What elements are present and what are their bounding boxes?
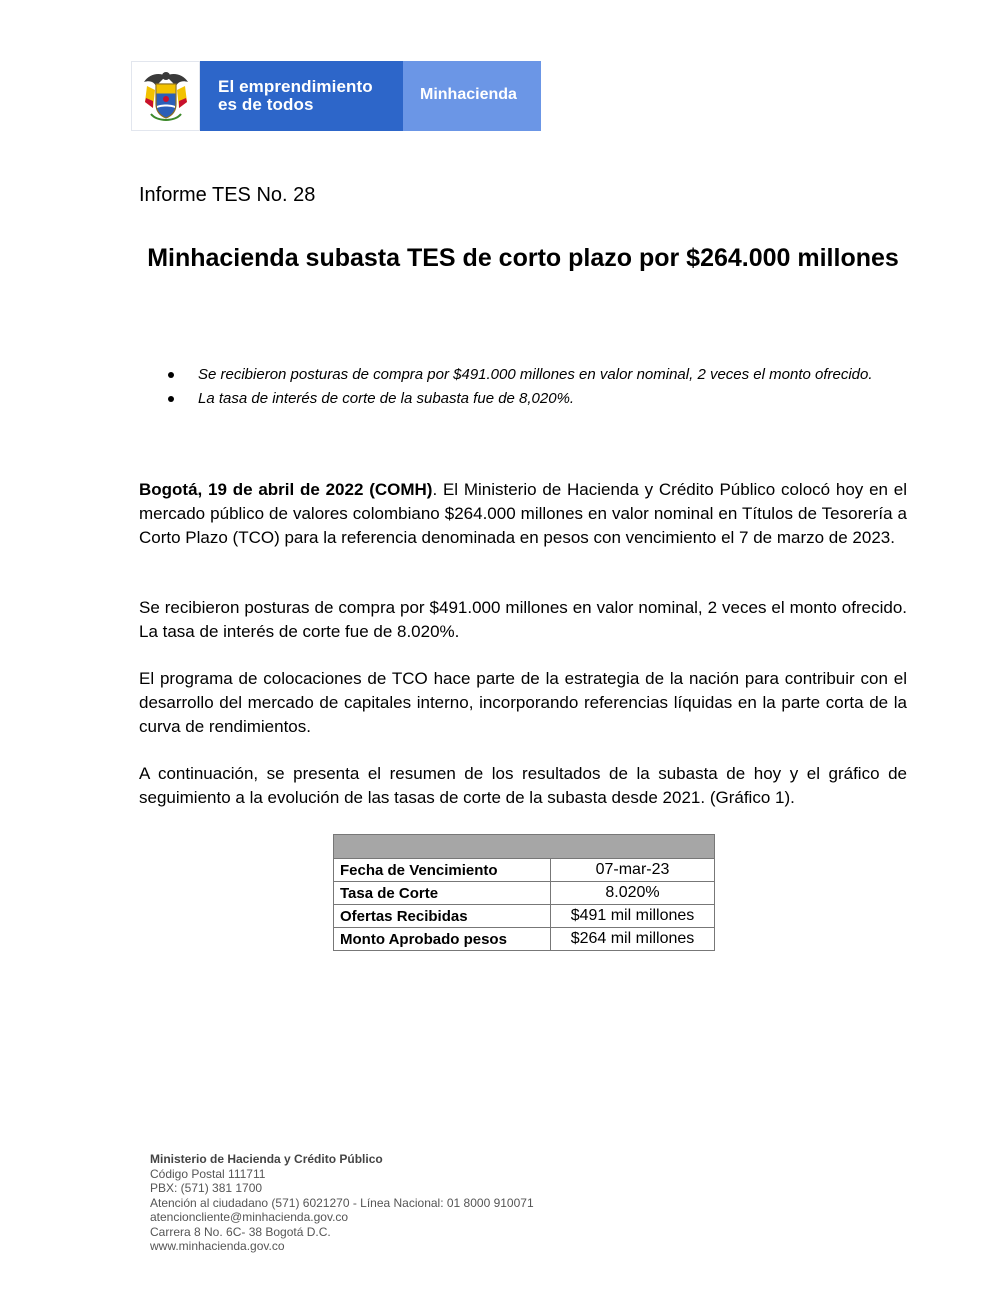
crest-container bbox=[131, 61, 200, 131]
bullet-text: Se recibieron posturas de compra por $491.000 millones en valor nominal, 2 veces el monto ofrecido. bbox=[198, 366, 873, 383]
footer-website: www.minhacienda.gov.co bbox=[150, 1239, 285, 1253]
paragraph-bids: Se recibieron posturas de compra por $491.000 millones en valor nominal, 2 veces el monto ofrecido. La tasa de interés de corte fue de 8.020%. bbox=[139, 598, 907, 641]
bullet-icon bbox=[168, 396, 174, 402]
table-row bbox=[334, 905, 715, 928]
report-number: Informe TES No. 28 bbox=[139, 184, 316, 206]
bullet-text: La tasa de interés de corte de la subasta fue de 8,020%. bbox=[198, 390, 575, 407]
footer-postal: Código Postal 111711 bbox=[150, 1166, 266, 1181]
slogan-line-1: El emprendimiento bbox=[218, 77, 373, 96]
list-item bbox=[164, 388, 908, 409]
list-item bbox=[164, 364, 908, 385]
table-value: $264 mil millones bbox=[551, 928, 715, 951]
summary-bullets bbox=[164, 364, 908, 412]
footer-pbx: PBX: (571) 381 1700 bbox=[150, 1181, 263, 1195]
paragraph-intro bbox=[139, 478, 907, 550]
table-row bbox=[334, 859, 715, 882]
footer-email: atencioncliente@minhacienda.gov.co bbox=[150, 1210, 349, 1224]
footer bbox=[150, 1152, 534, 1254]
footer-address: Carrera 8 No. 6C- 38 Bogotá D.C. bbox=[150, 1224, 331, 1239]
table-value: $491 mil millones bbox=[551, 905, 715, 928]
table-header bbox=[334, 835, 715, 859]
table-label: Fecha de Vencimiento bbox=[334, 859, 551, 882]
table-row bbox=[334, 928, 715, 951]
paragraph-summary-intro: A continuación, se presenta el resumen de los resultados de la subasta de hoy y el gráfico de seguimiento a la evolución de las tasas de corte de la subasta desde 2021. (Gráfico 1). bbox=[139, 764, 907, 807]
ministry-brand: Minhacienda bbox=[403, 61, 541, 131]
slogan bbox=[200, 61, 403, 131]
table-row bbox=[334, 882, 715, 905]
paragraph-intro-text: . El Ministerio de Hacienda y Crédito Público colocó hoy en el mercado público de valores colombiano $264.000 millones en valor nominal en Títulos de Tesorería a Corto Plazo (TCO) para la referencia denominada en pesos con vencimiento el 7 de marzo de 2023. bbox=[139, 480, 907, 547]
results-table bbox=[333, 834, 715, 951]
slogan-line-2: es de todos bbox=[218, 95, 314, 114]
header-banner bbox=[131, 61, 541, 131]
dateline: Bogotá, 19 de abril de 2022 (COMH) bbox=[139, 480, 433, 499]
colombia-coat-of-arms-icon bbox=[141, 68, 191, 124]
table-label: Ofertas Recibidas bbox=[334, 905, 551, 928]
footer-attention: Atención al ciudadano (571) 6021270 - Línea Nacional: 01 8000 910071 bbox=[150, 1195, 534, 1210]
page-title: Minhacienda subasta TES de corto plazo por $264.000 millones bbox=[147, 244, 899, 272]
bullet-icon bbox=[168, 372, 174, 378]
footer-org: Ministerio de Hacienda y Crédito Público bbox=[150, 1152, 383, 1166]
paragraph-program: El programa de colocaciones de TCO hace parte de la estrategia de la nación para contribuir con el desarrollo del mercado de capitales interno, incorporando referencias líquidas en la parte corta de la curva de rendimientos. bbox=[139, 669, 907, 736]
table-value: 07-mar-23 bbox=[551, 859, 715, 882]
table-label: Monto Aprobado pesos bbox=[334, 928, 551, 951]
table-header-row bbox=[334, 835, 715, 859]
table-label: Tasa de Corte bbox=[334, 882, 551, 905]
table-value: 8.020% bbox=[551, 882, 715, 905]
